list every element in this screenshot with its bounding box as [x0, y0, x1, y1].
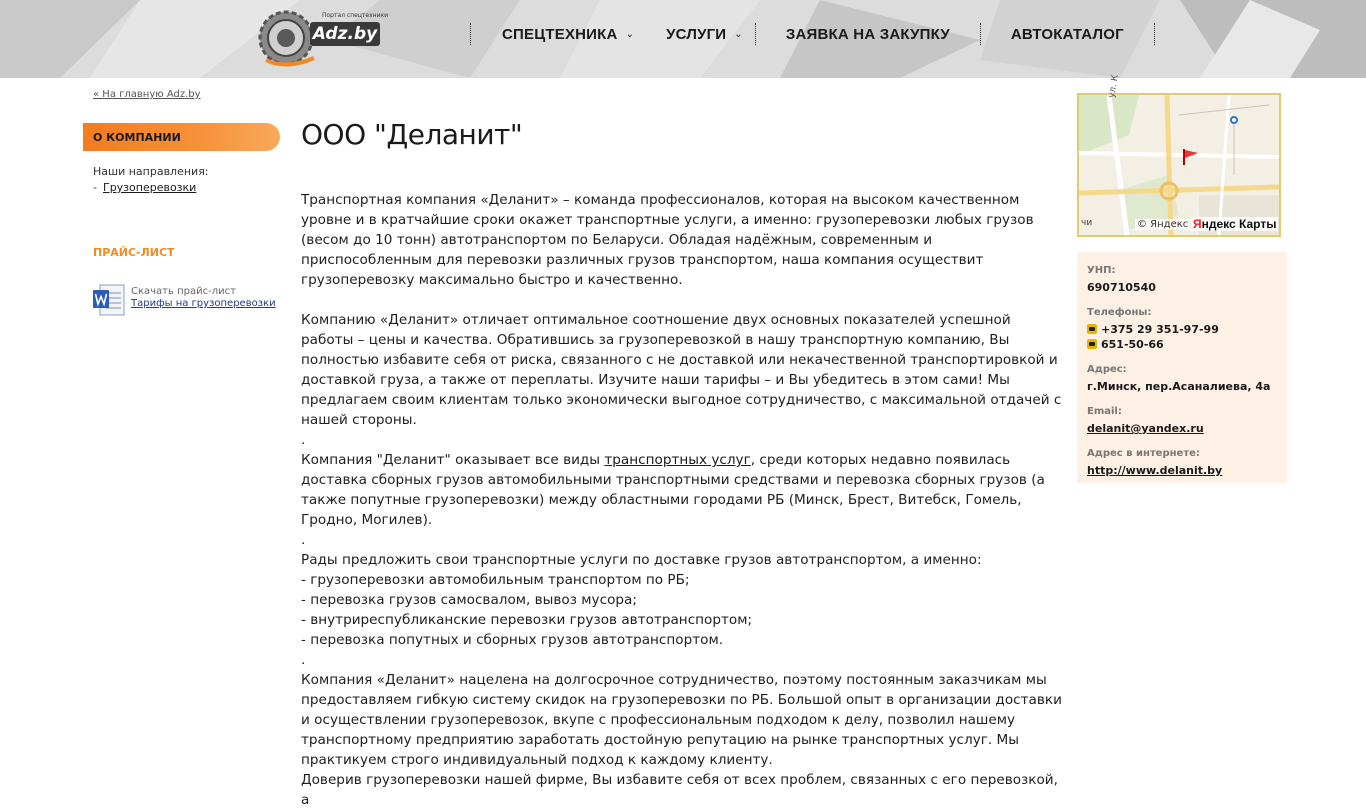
tab-about-company[interactable]	[83, 123, 280, 151]
direction-link-gruzoperevozki[interactable]: Грузоперевозки	[102, 181, 197, 194]
nav-separator	[755, 23, 756, 45]
gear-logo-icon	[256, 8, 316, 68]
unp-label: УНП:	[1087, 265, 1116, 276]
nav-item-uslugi[interactable]	[666, 26, 743, 43]
website-label: Адрес в интернете:	[1087, 448, 1200, 459]
map-tiles	[1079, 95, 1279, 235]
website-link[interactable]: http://www.delanit.by	[1087, 464, 1223, 477]
nav-item-label: ЗАЯВКА НА ЗАКУПКУ	[785, 25, 950, 43]
list-item: - внутриреспубликанские перевозки грузов автотранспортом;	[301, 612, 753, 628]
nav-item-label: УСЛУГИ	[666, 25, 727, 43]
dot-separator: .	[301, 652, 306, 668]
email-label: Email:	[1087, 406, 1122, 417]
nav-item-label: СПЕЦТЕХНИКА	[502, 25, 618, 43]
nav-separator	[470, 23, 471, 45]
chevron-down-icon: ⌄	[734, 28, 743, 40]
word-document-icon[interactable]	[92, 283, 126, 317]
main-nav	[470, 22, 1155, 46]
site-logo[interactable]	[256, 8, 388, 68]
breadcrumb-home-link[interactable]: « На главную Adz.by	[93, 89, 201, 100]
email-link[interactable]: delanit@yandex.ru	[1087, 422, 1204, 435]
phone-number: +375 29 351-97-99	[1101, 323, 1219, 336]
text-span: Компания "Деланит" оказывает все виды	[301, 452, 605, 468]
yandex-letter: Я	[1193, 217, 1202, 231]
list-item: - перевозка грузов самосвалом, вывоз мусора;	[301, 592, 637, 608]
nav-item-zayavka[interactable]	[786, 26, 950, 43]
address-label: Адрес:	[1087, 364, 1127, 375]
page-title: ООО "Деланит"	[301, 118, 523, 151]
direction-bullet: -	[93, 181, 97, 194]
text-span: , среди которых недавно появилась доставка сборных грузов автомобильными транспортными средствами и перевозка сборных грузов (а также попутные грузоперевозки) между областными городами РБ (Минск, Брест, Витебск, Гомель, Гродно, Могилев).	[301, 452, 1045, 528]
paragraph-intro: Транспортная компания «Деланит» – команда профессионалов, которая на высоком качественном уровне и в кратчайшие сроки окажет транспортные услуги, а именно: грузоперевозки любых грузов (весом до 10 тонн) автотранспортом по Беларуси. Обладая надёжным, современным и приспособленным для перевозки различных грузов транспортом, наша компания осуществит грузоперевозку максимально быстро и качественно.	[301, 192, 1034, 288]
price-list-title: ПРАЙС-ЛИСТ	[93, 246, 175, 259]
nav-separator	[1154, 23, 1155, 45]
directions-label: Наши направления:	[93, 165, 209, 178]
tab-about-company-label: О КОМПАНИИ	[93, 131, 181, 144]
phone-icon	[1087, 339, 1097, 349]
map-place-label: чи	[1081, 218, 1093, 228]
paragraph-services	[301, 450, 1063, 530]
nav-item-avtokatalog[interactable]	[1011, 26, 1124, 43]
yandex-maps-logo[interactable]	[1191, 217, 1278, 231]
yandex-maps-text: ндекс Карты	[1201, 217, 1277, 231]
map-street-label: ул. К	[1107, 74, 1121, 99]
transport-services-link[interactable]: транспортных услуг	[604, 452, 751, 468]
list-item: - грузоперевозки автомобильным транспортом по РБ;	[301, 572, 690, 588]
logo-text: Adz.by	[310, 22, 380, 46]
dot-separator: .	[301, 532, 306, 548]
download-price-link[interactable]: Тарифы на грузоперевозки	[131, 298, 276, 309]
nav-separator	[980, 23, 981, 45]
phone-entry	[1087, 338, 1164, 351]
nav-item-spectehnika[interactable]	[502, 26, 634, 43]
address-value: г.Минск, пер.Асаналиева, 4а	[1087, 380, 1271, 393]
list-item: - перевозка попутных и сборных грузов автотранспортом.	[301, 632, 724, 648]
phone-entry	[1087, 323, 1219, 336]
dot-separator: .	[301, 432, 306, 448]
contact-info-box	[1077, 252, 1287, 483]
logo-tagline: Портал спецтехники	[322, 12, 388, 19]
chevron-down-icon: ⌄	[625, 28, 635, 40]
paragraph-trust: Доверив грузоперевозки нашей фирме, Вы избавите себя от всех проблем, связанных с его перевозкой, а	[301, 772, 1058, 808]
unp-value: 690710540	[1087, 281, 1156, 294]
map-flag-marker-icon[interactable]	[1181, 147, 1201, 167]
paragraph-advantages: Компанию «Деланит» отличает оптимальное соотношение двух основных показателей успешной работы – цены и качества. Обратившись за грузоперевозкой в нашу транспортную компанию, Вы полностью избавите себя от риска, связанного с не доставкой или некачественной транспортировкой и доставкой груза, а также от переплаты. Изучите наши тарифы – и Вы убедитесь в этом сами! Мы предлагаем своим клиентам только экономически выгодное сотрудничество, с максимальной отдачей с нашей стороны.	[301, 312, 1062, 428]
paragraph-services-intro: Рады предложить свои транспортные услуги по доставке грузов автотранспортом, а именно:	[301, 552, 982, 568]
download-price-label: Скачать прайс-лист	[131, 286, 236, 297]
location-map[interactable]	[1077, 74, 1281, 237]
company-description	[301, 190, 1063, 810]
map-copyright[interactable]: © Яндекс	[1137, 219, 1189, 230]
phone-icon	[1087, 324, 1097, 334]
site-header	[0, 0, 1366, 78]
paragraph-gap	[301, 290, 1063, 310]
phone-number: 651-50-66	[1101, 338, 1164, 351]
phones-label: Телефоны:	[1087, 307, 1152, 318]
nav-item-label: АВТОКАТАЛОГ	[1010, 25, 1124, 43]
paragraph-discounts: Компания «Деланит» нацелена на долгосрочное сотрудничество, поэтому постоянным заказчикам мы предоставляем гибкую систему скидок на грузоперевозки по РБ. Большой опыт в организации доставки и осуществлении грузоперевозок, вкупе с профессиональным подходом к делу, позволил нашему транспортному предприятию заработать достойную репутацию на рынке транспортных услуг. Мы практикуем строго индивидуальный подход к каждому клиенту.	[301, 672, 1062, 768]
direction-list-item	[93, 181, 196, 194]
